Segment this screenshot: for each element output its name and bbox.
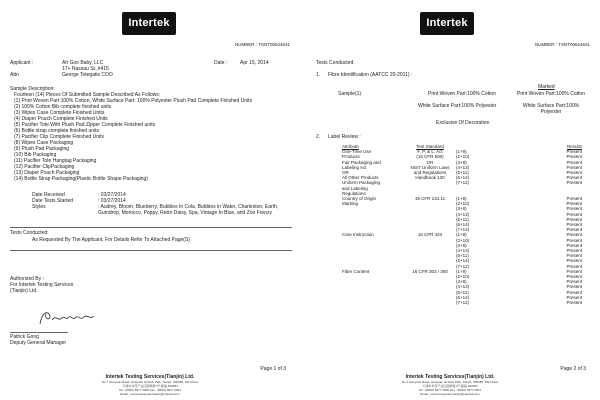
cell-result: Present (566, 196, 582, 202)
cell-result: Present (566, 274, 582, 280)
column-header-test-standard: Test Standard (416, 144, 444, 149)
authorized-location: (Tianjin) Ltd. (10, 288, 38, 294)
cell-test-standard: Handbook 130 (415, 175, 445, 181)
sample-item: (8) Wipes Case Packaging (14, 140, 74, 146)
cell-sample: (6+14) (456, 222, 470, 228)
signature-line (10, 332, 68, 333)
footer-address: No.7 Guoyuan Road, Huayuan Hi-Tech Park, Tianjin, 300384, P.R.China (401, 380, 498, 384)
cell-result: Present (566, 284, 582, 290)
cell-result: Present (566, 164, 582, 170)
sample-list (14, 98, 294, 182)
section-2-title: Label Review : (328, 134, 361, 140)
footer (10, 374, 290, 396)
cell-sample: (1+9) (456, 196, 467, 202)
cell-sample: (3+8) (456, 242, 467, 248)
cell-sample: (6+14) (456, 258, 470, 264)
cell-test-standard: 16 CFR 303 / 300 (412, 268, 448, 274)
tests-conducted-label: Tests Conducted: (10, 230, 49, 236)
date-tests-started-value: : 03/27/2014 (98, 198, 126, 204)
cell-result: Present (566, 248, 582, 254)
cell-sample: (6+14) (456, 294, 470, 300)
cell-test-standard: (16 CFR 500) (416, 154, 444, 160)
cell-result: Present (566, 206, 582, 212)
cell-sample: (2+10) (456, 237, 470, 243)
label-review-rows (342, 149, 582, 305)
cell-sample: (7+12) (456, 263, 470, 269)
attn-value: George Totegatis COO (62, 72, 113, 78)
cell-test-standard (404, 300, 456, 305)
footer-phone: Tel : (8622) 5977 2000 Fax : (8622) 5977 2001 (418, 388, 482, 392)
report-number: NUMBER : TSNT00624631 (235, 42, 290, 47)
fibre-print-woven: Print Woven Part:100% Cotton (428, 91, 496, 97)
cell-result: Present (566, 201, 582, 207)
cell-result: Present (566, 180, 582, 186)
cell-sample: (1+9) (456, 268, 467, 274)
cell-test-standard: 19 CFR 134.11 (414, 196, 446, 202)
sample-item: (3) Wipes Case Complete Finished Units (14, 110, 105, 116)
footer-phone: Tel : (8622) 5977 2000 Fax : (8622) 5977 2001 (118, 388, 182, 392)
column-header-results: Results (566, 144, 582, 149)
applicant-name: Ah Goo Baby, LLC (62, 60, 104, 66)
cell-sample: (5+11) (456, 170, 469, 176)
cell-sample: (5+11) (456, 216, 469, 222)
cell-sample: (7+12) (456, 227, 470, 233)
cell-test-standard: F. P. & L. Act (417, 149, 443, 155)
sample-item: (13) Diaper Pouch Packaging (14, 170, 80, 176)
marked-header: Marked (538, 84, 555, 90)
divider (10, 250, 292, 251)
cell-attribute: Regulations (342, 190, 366, 196)
attn-label: Attn (10, 72, 19, 78)
cell-result: Present (566, 232, 582, 238)
cell-result: Present (566, 159, 582, 165)
cell-result: Present (566, 258, 582, 264)
sample-item: (7) Pacifier Clip Complete Finished Units (14, 134, 105, 140)
sample-item: (9) Plush Pad Packaging (14, 146, 70, 152)
styles-value: : Audrey, Bloom, Blueberry, Bubbles In Cola, Bubbles in Water, Charleston, Earth, Gumdrop, Morocco, Poppy, Retro Daisy, Spa, Vintage In Blue, and Zoo Frenzy (98, 204, 279, 216)
cell-attribute: and Labeling (342, 185, 368, 191)
cell-attribute: Products (342, 154, 360, 160)
cell-sample: (4+13) (456, 164, 470, 170)
fibre-white-surface-marked: White Surface Part:100% Polyester (522, 103, 580, 115)
sample-intro: Fourteen (14) Pieces Of Submitted Sample Described As Follows: (14, 92, 161, 98)
cell-sample: (3+8) (456, 279, 467, 285)
cell-attribute: Care Instruction (342, 232, 374, 238)
sample-item: (4) Diaper Pouch Complete Finished Units (14, 116, 108, 122)
footer-email: Email : consumergoods.tianjin@intertek.com (120, 392, 180, 396)
report-page-2 (300, 0, 600, 400)
cell-sample: (5+11) (456, 289, 469, 295)
cell-result: Present (566, 268, 582, 274)
cell-result: Present (566, 149, 582, 155)
footer-address-cn: 天津市华苑产业区国源道7号 邮编 300384 (122, 384, 178, 388)
cell-attribute: OR (342, 170, 349, 176)
cell-result: Present (566, 227, 582, 233)
cell-sample: (2+10) (456, 154, 470, 160)
fibre-print-woven-marked: Print Woven Part:100% Cotton (517, 91, 585, 97)
sample-item: (14) Bottle Strap Packaging(Plastic Bottle Shape Packaging) (14, 176, 148, 182)
signer-name: Patrick Gong (10, 334, 39, 340)
cell-sample: (4+13) (456, 248, 470, 254)
authorized-for: For Intertek Testing Services (10, 282, 74, 288)
cell-result: Present (566, 289, 582, 295)
cell-test-standard: OR (426, 159, 434, 165)
cell-result: Present (566, 154, 582, 160)
sample-item: (2) 100% Cotton Bib complete finished units (14, 104, 112, 110)
cell-sample: (7+12) (456, 180, 470, 186)
cell-sample: (2+10) (456, 201, 470, 207)
fibre-sample-label: Sample(1) (338, 91, 362, 97)
footer-email: Email : consumergoods.tianjin@intertek.com (420, 392, 480, 396)
date-tests-started-label: Date Tests Started (32, 198, 74, 204)
column-header-attribute: Attribute (342, 144, 359, 149)
cell-sample: (3+8) (456, 159, 467, 165)
cell-test-standard: NIST Uniform Laws (410, 164, 450, 170)
section-1-number: 1. (316, 72, 321, 78)
cell-sample: (3+8) (456, 206, 467, 212)
cell-attribute: Labeling Act (342, 164, 367, 170)
date-label: Date : (214, 60, 228, 66)
fibre-exclusive-note: Exclusive Of Decoration (436, 120, 490, 126)
cell-attribute (342, 300, 404, 305)
cell-sample: (5+11) (456, 253, 469, 259)
cell-test-standard: and Regulations (413, 170, 447, 176)
cell-attribute: Fair Packaging and (342, 159, 381, 165)
cell-result: Present (566, 175, 582, 181)
cell-attribute: Marking (342, 201, 359, 207)
section-2-number: 2. (316, 134, 321, 140)
cell-sample: (4+13) (456, 284, 470, 290)
tests-conducted-heading: Tests Conducted: (316, 60, 355, 66)
sample-item: (1) Print Woven Part:100% Cotton, White Surface Part: 100% Polyester Plush Pad Complete Finished Units (14, 98, 253, 104)
signer-title: Deputy General Manager (10, 340, 67, 346)
cell-test-standard: 16 CFR 423 (417, 232, 443, 238)
footer (310, 374, 590, 396)
date-received-value: : 03/27/2014 (98, 192, 126, 198)
table-row (342, 300, 582, 305)
cell-result: Present (566, 294, 582, 300)
cell-sample: (2+10) (456, 274, 470, 280)
cell-sample: (6+14) (456, 175, 470, 181)
cell-result: Present (566, 211, 582, 217)
footer-address-cn: 天津市华苑产业区国源道7号 邮编 300384 (422, 384, 478, 388)
date-value: Apr 15, 2014 (240, 60, 269, 66)
sample-item: (5) Pacifier Tote With Plush Pad Zipper Complete Finished units (14, 122, 156, 128)
page-number: Page 2 of 3 (560, 366, 586, 372)
sample-item: (6) Bottle strap complete finished units (14, 128, 100, 134)
footer-address: No.7 Guoyuan Road, Huayuan Hi-Tech Park, Tianjin, 300384, P.R.China (101, 380, 198, 384)
cell-sample: (7+12) (456, 300, 470, 306)
cell-result: Present (566, 216, 582, 222)
cell-sample: (1+9) (456, 149, 467, 155)
sample-item: (12) Pacifier ClipPackaging (14, 164, 75, 170)
report-number: NUMBER : TSNT00624631 (535, 42, 590, 47)
tests-conducted-value: As Requested By The Applicant, For Details Refer To Attached Page(S) (32, 237, 190, 243)
divider (10, 227, 292, 228)
sample-item: (11) Pacifier Tote Hangtag Packaging (14, 158, 97, 164)
footer-company: Intertek Testing Services(Tianjin) Ltd. (405, 374, 495, 380)
cell-result: Present (566, 253, 582, 259)
cell-sample: (1+9) (456, 232, 467, 238)
section-1-title: Fibre Identification (AATCC 20-2011) : (328, 72, 413, 78)
cell-result: Present (566, 242, 582, 248)
styles-label: Styles (32, 204, 46, 210)
sample-item: (10) Bib Packaging (14, 152, 57, 158)
cell-attribute: One-Time Use (342, 149, 372, 155)
cell-result: Present (566, 279, 582, 285)
sample-description-label: Sample Description: (10, 86, 55, 92)
intertek-logo: Intertek (420, 12, 474, 35)
applicant-address: 17+ Nassau St.,#415 (62, 66, 109, 72)
cell-result: Present (566, 237, 582, 243)
intertek-logo: Intertek (122, 12, 176, 35)
cell-result: Present (566, 222, 582, 228)
applicant-label: Applicant : (10, 60, 34, 66)
cell-attribute: Country of Origin (342, 196, 377, 202)
signature-image (38, 308, 98, 328)
cell-attribute: Fiber Content (342, 268, 370, 274)
fibre-white-surface: White Surface Part:100% Polyester (418, 103, 497, 109)
cell-result: Present (566, 170, 582, 176)
cell-sample: (4+13) (456, 211, 470, 217)
cell-attribute: All Other Products (342, 175, 379, 181)
label-review-table (342, 144, 582, 305)
cell-result: Present (566, 263, 582, 269)
authorized-by-label: Authorized By : (10, 276, 44, 282)
footer-company: Intertek Testing Services(Tianjin) Ltd. (105, 374, 195, 380)
date-received-label: Date Received (32, 192, 65, 198)
cell-result: Present (566, 300, 582, 306)
page-number: Page 1 of 3 (260, 366, 286, 372)
cell-attribute: Uniform Packaging (342, 180, 381, 186)
